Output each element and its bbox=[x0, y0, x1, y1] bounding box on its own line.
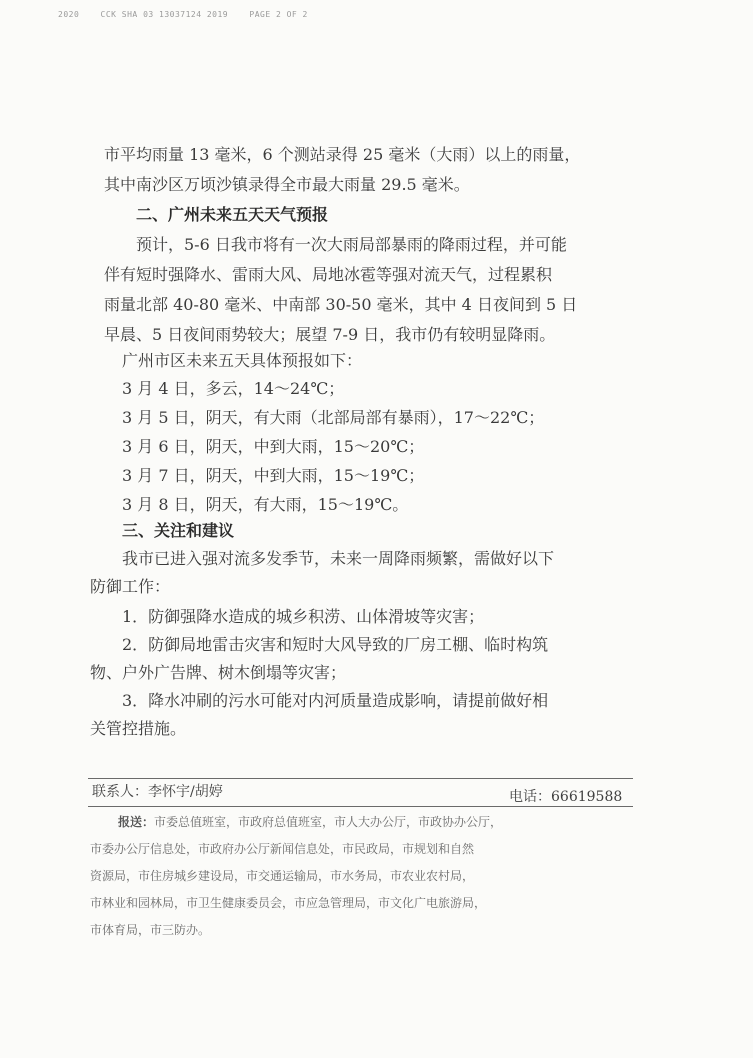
forecast-day: 3 月 4 日，多云，14～24℃； bbox=[122, 379, 345, 398]
forecast-day: 3 月 8 日，阴天，有大雨，15～19℃。 bbox=[122, 495, 409, 514]
forecast-intro: 广州市区未来五天具体预报如下： bbox=[122, 351, 363, 370]
report-recipients-line: 资源局，市住房城乡建设局，市交通运输局，市水务局，市农业农村局， bbox=[90, 869, 475, 883]
report-recipients-line: 市委办公厅信息处，市政府办公厅新闻信息处，市民政局，市规划和自然 bbox=[90, 842, 475, 856]
forecast-day: 3 月 7 日，阴天，中到大雨，15～19℃； bbox=[122, 466, 425, 485]
advice-item: 3．降水冲刷的污水可能对内河质量造成影响，请提前做好相 bbox=[122, 691, 549, 710]
paragraph-line: 雨量北部 40-80 毫米、中南部 30-50 毫米，其中 4 日夜间到 5 日 bbox=[104, 295, 578, 314]
paragraph-line: 我市已进入强对流多发季节，未来一周降雨频繁，需做好以下 bbox=[122, 549, 555, 568]
advice-item: 1．防御强降水造成的城乡积涝、山体滑坡等灾害； bbox=[122, 607, 485, 626]
forecast-day: 3 月 6 日，阴天，中到大雨，15～20℃； bbox=[122, 437, 425, 456]
report-recipients-line bbox=[118, 813, 502, 831]
section-heading-forecast: 二、广州未来五天天气预报 bbox=[136, 205, 329, 224]
paragraph-line: 市平均雨量 13 毫米，6 个测站录得 25 毫米（大雨）以上的雨量， bbox=[104, 145, 581, 164]
paragraph-line: 防御工作： bbox=[90, 577, 171, 596]
forecast-day: 3 月 5 日，阴天，有大雨（北部局部有暴雨），17～22℃； bbox=[122, 408, 545, 427]
divider-top bbox=[88, 778, 633, 779]
report-label: 报送： bbox=[118, 815, 155, 829]
paragraph-line: 其中南沙区万顷沙镇录得全市最大雨量 29.5 毫米。 bbox=[104, 175, 470, 194]
fax-header: 2020 CCK SHA 03 13037124 2019 PAGE 2 OF 2 bbox=[58, 10, 308, 19]
report-recipients-line: 市林业和园林局，市卫生健康委员会，市应急管理局，市文化广电旅游局， bbox=[90, 896, 487, 910]
divider-bottom bbox=[88, 806, 633, 807]
advice-item: 物、户外广告牌、树木倒塌等灾害； bbox=[90, 663, 347, 682]
advice-item: 关管控措施。 bbox=[90, 719, 187, 738]
paragraph-line: 伴有短时强降水、雷雨大风、局地冰雹等强对流天气，过程累积 bbox=[104, 265, 553, 284]
contact-person: 联系人：李怀宇/胡婷 bbox=[92, 784, 223, 800]
advice-item: 2．防御局地雷击灾害和短时大风导致的厂房工棚、临时构筑 bbox=[122, 635, 549, 654]
paragraph-line: 早晨、5 日夜间雨势较大；展望 7-9 日，我市仍有较明显降雨。 bbox=[104, 325, 556, 344]
report-text: 市委总值班室，市政府总值班室，市人大办公厅，市政协办公厅， bbox=[154, 815, 503, 829]
report-recipients-line: 市体育局，市三防办。 bbox=[90, 923, 211, 937]
section-heading-advice: 三、关注和建议 bbox=[122, 521, 235, 540]
contact-phone: 电话：66619588 bbox=[509, 789, 623, 805]
paragraph-line: 预计，5-6 日我市将有一次大雨局部暴雨的降雨过程，并可能 bbox=[136, 235, 567, 254]
